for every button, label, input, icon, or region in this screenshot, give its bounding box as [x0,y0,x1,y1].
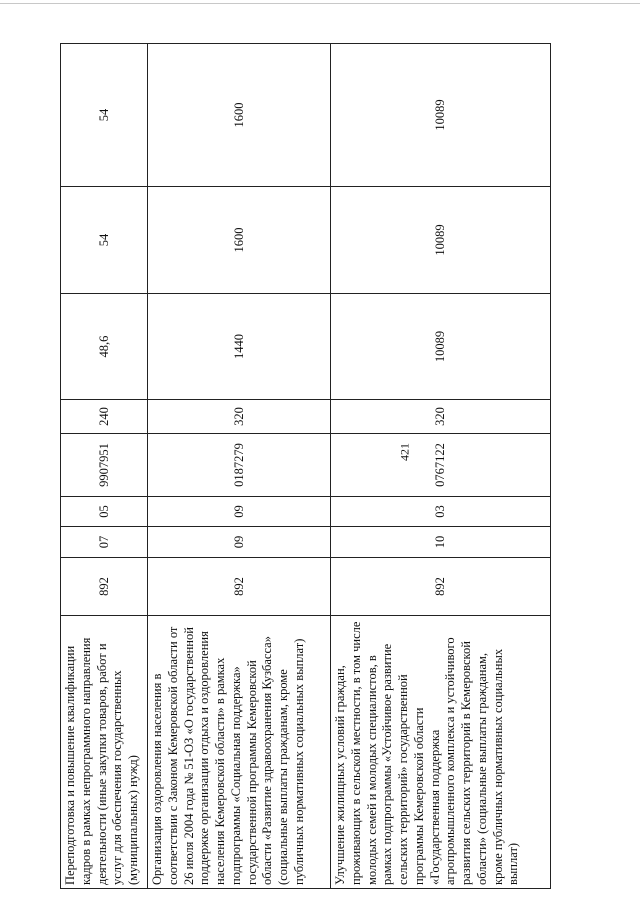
table-row [61,44,148,889]
rotated-table-container [60,44,550,889]
subsection-code: 03 [331,497,551,527]
row-description: Переподготовка и повышение квалификации кадров в рамках непрограммного направления деятельности (иные закупки товаров, работ и услуг для обеспечения государственных (муниципальных) нужд) [61,616,148,889]
table-row [148,44,331,889]
row-description: Улучшение жилищных условий граждан, проживающих в сельской местности, в том числе молодых семей и молодых специалистов, в рамках подпрограммы «Устойчивое развитие сельских территорий» государственной программы Кемеровской области «Государственная поддержка агропромышленного комплекса и устойчивого развития сельских территорий в Кемеровской области» (социальные выплаты гражданам, кроме публичных нормативных социальных выплат) [331,616,551,889]
subsection-code: 05 [61,497,148,527]
expense-type-code: 320 [331,400,551,434]
amount-value-2: 10089 [331,187,551,294]
target-article-code: 0767122 [331,434,551,497]
subsection-code: 09 [148,497,331,527]
section-code: 09 [148,527,331,558]
amount-value-1: 48,6 [61,294,148,400]
amount-value-1: 10089 [331,294,551,400]
target-article-code: 9907951 [61,434,148,497]
amount-value-3: 54 [61,44,148,187]
budget-table [60,43,551,889]
page-number: 421 [397,443,412,461]
amount-value-3: 10089 [331,44,551,187]
amount-value-1: 1440 [148,294,331,400]
section-code: 07 [61,527,148,558]
section-code: 10 [331,527,551,558]
row-description: Организация оздоровления населения в соответствии с Законом Кемеровской области от 26 июля 2004 года № 51-ОЗ «О государственной поддержке организации отдыха и оздоровления населения Кемеровской области» в рамках подпрограммы «Социальная поддержка» государственной программы Кемеровской области «Развитие здравоохранения Кузбасса» (социальные выплаты гражданам, кроме публичных нормативных социальных выплат) [148,616,331,889]
target-article-code: 0187279 [148,434,331,497]
amount-value-3: 1600 [148,44,331,187]
amount-value-2: 54 [61,187,148,294]
scan-edge-line [0,3,640,4]
expense-type-code: 320 [148,400,331,434]
amount-value-2: 1600 [148,187,331,294]
ministry-code: 892 [61,558,148,616]
ministry-code: 892 [148,558,331,616]
expense-type-code: 240 [61,400,148,434]
ministry-code: 892 [331,558,551,616]
table-row [331,44,551,889]
